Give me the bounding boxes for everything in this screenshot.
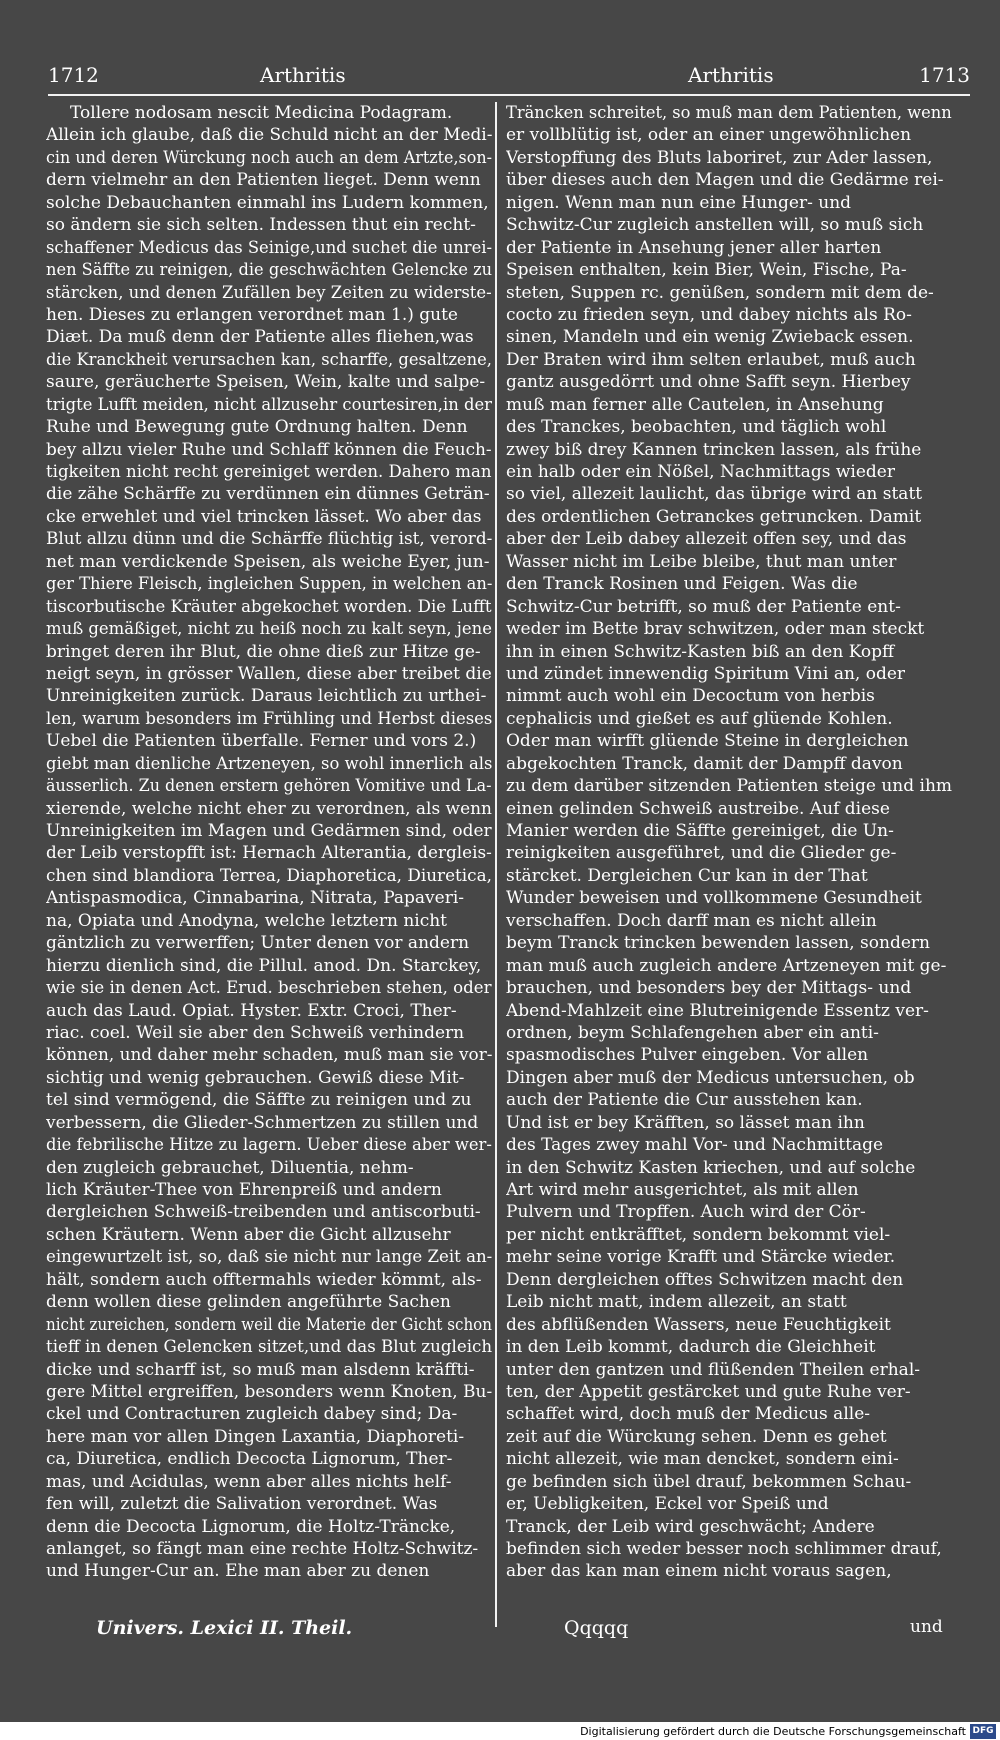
text-line-content: anlanget, so fängt man eine rechte Holtz-Schwitz- [46, 1539, 479, 1559]
text-line-content: die Kranckheit verursachen kan, scharffe, gesaltzene, [46, 349, 492, 370]
text-line [46, 1314, 492, 1336]
text-line-content: nen Säffte zu reinigen, die geschwächten Gelencke zu [46, 260, 492, 281]
text-line-content: hierzu dienlich sind, die Pillul. anod. Dn. Starckey, [46, 955, 482, 976]
text-line-content: nicht allezeit, wie man dencket, sondern eini- [506, 1449, 899, 1470]
text-line [46, 1336, 492, 1358]
text-line-content: er vollblütig ist, oder an einer ungewöhnlichen [506, 125, 912, 146]
text-line-content: Unreinigkeiten im Magen und Gedärmen sind, oder [46, 821, 492, 841]
signature-mark: Univers. Lexici II. Theil. [96, 1617, 353, 1639]
text-line-content: cin und deren Würckung noch auch an dem Artzte,son- [46, 147, 492, 168]
text-line-content: mas, und Acidulas, wenn aber alles nichts helf- [46, 1471, 452, 1492]
text-line-content: muß man ferner alle Cautelen, in Ansehung [506, 394, 884, 415]
catchword: und [910, 1617, 943, 1637]
text-line-content: zu dem darüber sitzenden Patienten steige und ihm [506, 776, 952, 797]
text-line-content: dern vielmehr an den Patienten lieget. Denn wenn [46, 170, 481, 191]
text-line [506, 1291, 952, 1313]
text-line [506, 910, 952, 932]
page-header [48, 60, 970, 94]
text-line-content: Dingen aber muß der Medicus untersuchen, ob [506, 1067, 915, 1088]
text-line [506, 730, 952, 752]
column-divider [495, 102, 497, 1627]
text-line-content: gantz ausgedörrt und ohne Safft seyn. Hierbey [506, 372, 911, 393]
text-line-content: so viel, allezeit laulicht, das übrige wird an statt [506, 484, 923, 505]
text-line [46, 192, 492, 214]
text-line [46, 663, 492, 685]
text-line-content: riac. coel. Weil sie aber den Schweiß verhindern [46, 1022, 465, 1043]
text-line [506, 1157, 952, 1179]
text-line [46, 753, 492, 775]
text-line [506, 371, 952, 393]
text-line-content: Verstopffung des Bluts laboriret, zur Ader lassen, [506, 147, 933, 168]
text-line [506, 124, 952, 146]
text-line-content: auch der Patiente die Cur ausstehen kan. [506, 1090, 863, 1111]
text-line [506, 820, 952, 842]
text-line [506, 169, 952, 191]
text-line-content: verschaffen. Doch darff man es nicht allein [506, 910, 877, 931]
text-line [46, 798, 492, 820]
text-line-content: saure, geräucherte Speisen, Wein, kalte und salpe- [46, 372, 486, 393]
text-line [46, 1224, 492, 1246]
text-line-content: denn wollen diese gelinden angeführte Sachen [46, 1292, 451, 1313]
text-line [506, 1314, 952, 1336]
text-line [506, 663, 952, 685]
text-line-content: der Leib verstopfft ist: Hernach Alterantia, dergleis- [46, 843, 492, 864]
text-line [46, 1067, 492, 1089]
text-line-content: nigen. Wenn man nun eine Hunger- und [506, 192, 852, 213]
text-line-content: eingewurtzelt ist, so, daß sie nicht nur lange Zeit an- [46, 1247, 492, 1268]
text-line [506, 461, 952, 483]
text-line-content: sinen, Mandeln und ein wenig Zwieback essen. [506, 327, 914, 348]
text-line-content: Tranck, der Leib wird geschwächt; Andere [506, 1516, 875, 1537]
text-line [46, 1089, 492, 1111]
text-line [506, 887, 952, 909]
text-line-content: cocto zu frieden seyn, und dabey nichts als Ro- [506, 304, 912, 325]
text-line [46, 1448, 492, 1470]
text-line [46, 551, 492, 573]
header-rule [48, 94, 970, 96]
text-line [506, 1493, 952, 1515]
text-line [506, 932, 952, 954]
text-line [506, 1471, 952, 1493]
text-line-content: Leib nicht matt, indem allezeit, an statt [506, 1292, 847, 1313]
text-line-content: neigt seyn, in grösser Wallen, diese aber treibet die [46, 663, 492, 684]
text-line [506, 1448, 952, 1470]
text-line-content: hält, sondern auch offtermahls wieder kömmt, als- [46, 1269, 482, 1290]
text-line-content: lich Kräuter-Thee von Ehrenpreiß und andern [46, 1180, 442, 1200]
text-line-content: Uebel die Patienten überfalle. Ferner und vors 2.) [46, 731, 477, 752]
text-line-content: nimmt auch wohl ein Decoctum von herbis [506, 686, 875, 707]
text-line-content: hen. Dieses zu erlangen verordnet man 1.) gute [46, 304, 458, 325]
text-line-content: in den Schwitz Kasten kriechen, und auf solche [506, 1157, 916, 1178]
text-line-content: der Patiente in Ansehung jener aller harten [506, 237, 882, 258]
text-line-content: mehr seine vorige Krafft und Stärcke wieder. [506, 1247, 896, 1268]
right-page-number: 1713 [919, 63, 970, 87]
text-line-content: abgekochten Tranck, damit der Dampff davon [506, 753, 903, 774]
text-line [46, 483, 492, 505]
text-line [46, 169, 492, 191]
text-line-content: die zähe Schärffe zu verdünnen ein dünnes Geträn- [46, 484, 490, 505]
text-line-content: chen sind blandiora Terrea, Diaphoretica, Diuretica, [46, 865, 492, 886]
text-line-content: des Tages zwey mahl Vor- und Nachmittage [506, 1135, 884, 1156]
text-line [46, 282, 492, 304]
text-line-content: befinden sich weder besser noch schlimmer drauf, [506, 1539, 942, 1559]
right-text-column [506, 102, 952, 1583]
text-line [506, 1179, 952, 1201]
text-line-content: zwey biß drey Kannen trincken lassen, als frühe [506, 439, 922, 460]
text-line [46, 775, 492, 797]
text-line [46, 1403, 492, 1425]
text-line [46, 1426, 492, 1448]
text-line-content: man muß auch zugleich andere Artzeneyen mit ge- [506, 955, 947, 976]
text-line-content: here man vor allen Dingen Laxantia, Diaphoreti- [46, 1426, 465, 1447]
text-line-content: Schwitz-Cur betrifft, so muß der Patiente ent- [506, 596, 901, 617]
text-line [506, 259, 952, 281]
text-line-content: aber der Leib dabey allezeit offen sey, und das [506, 529, 907, 550]
text-line [46, 865, 492, 887]
text-line [46, 1516, 492, 1538]
text-line-content: Tollere nodosam nescit Medicina Podagram. [70, 103, 453, 123]
text-line [46, 887, 492, 909]
text-line-content: ger Thiere Fleisch, ingleichen Suppen, in welchen an- [46, 574, 492, 595]
text-line-content: schaffener Medicus das Seinige,und suchet die unrei- [46, 237, 492, 258]
text-line-content: Unreinigkeiten zurück. Daraus leichtlich zu urthei- [46, 686, 487, 707]
text-line [46, 371, 492, 393]
text-line [506, 1112, 952, 1134]
text-line [506, 1336, 952, 1358]
text-line [46, 439, 492, 461]
text-line [46, 730, 492, 752]
text-line-content: spasmodisches Pulver eingeben. Vor allen [506, 1045, 869, 1066]
text-line [506, 1426, 952, 1448]
text-line-content: Manier werden die Säffte gereiniget, die Un- [506, 821, 894, 841]
page-footer [0, 1617, 1000, 1651]
text-line [506, 1067, 952, 1089]
text-line [46, 349, 492, 371]
text-line [506, 641, 952, 663]
digitization-credit: Digitalisierung gefördert durch die Deutsche Forschungsgemeinschaft [580, 1725, 966, 1738]
text-line [506, 1516, 952, 1538]
text-line [46, 1381, 492, 1403]
text-line-content: ge befinden sich übel drauf, bekommen Schau- [506, 1471, 912, 1492]
text-line [506, 147, 952, 169]
text-line-content: reinigkeiten ausgeführet, und die Glieder ge- [506, 843, 897, 864]
text-line-content: bey allzu vieler Ruhe und Schlaff können die Feuch- [46, 439, 492, 460]
text-line [46, 955, 492, 977]
text-line [506, 214, 952, 236]
text-line [46, 1201, 492, 1223]
text-line [506, 1359, 952, 1381]
text-line-content: äusserlich. Zu denen erstern gehören Vomitive und La- [46, 776, 492, 797]
text-line-content: zeit auf die Würckung sehen. Denn es gehet [506, 1426, 887, 1447]
text-line [506, 326, 952, 348]
text-line-content: ten, der Appetit gestärcket und gute Ruhe ver- [506, 1381, 911, 1402]
text-line [46, 1538, 492, 1560]
text-line [46, 1269, 492, 1291]
text-line-content: denn die Decocta Lignorum, die Holtz-Träncke, [46, 1516, 456, 1537]
text-line-content: ihn in einen Schwitz-Kasten biß an den Kopff [506, 641, 895, 662]
text-line-content: per nicht entkräfftet, sondern bekommt viel- [506, 1224, 891, 1245]
text-line [506, 1224, 952, 1246]
left-page-number: 1712 [48, 63, 99, 87]
text-line-content: trigte Lufft meiden, nicht allzusehr courtesiren,in der [46, 394, 492, 415]
text-line-content: auch das Laud. Opiat. Hyster. Extr. Croci, Ther- [46, 1000, 457, 1021]
text-line [506, 775, 952, 797]
text-line-content: weder im Bette brav schwitzen, oder man steckt [506, 619, 925, 640]
text-line [506, 528, 952, 550]
text-line [506, 1381, 952, 1403]
text-line-content: fen will, zuletzt die Salivation verordnet. Was [46, 1494, 438, 1515]
text-line-content: muß gemäßiget, nicht zu heiß noch zu kalt seyn, jene [46, 619, 492, 640]
text-line-content: Antispasmodica, Cinnabarina, Nitrata, Papaveri- [46, 888, 465, 909]
text-line [506, 394, 952, 416]
text-line [46, 1246, 492, 1268]
text-line [506, 1246, 952, 1268]
text-line-content: Wasser nicht im Leibe bleibe, thut man unter [506, 551, 897, 572]
text-line-content: steten, Suppen rc. genüßen, sondern mit dem de- [506, 282, 934, 303]
text-line-content: er, Uebligkeiten, Eckel vor Speiß und [506, 1494, 829, 1515]
text-line-content: gere Mittel ergreiffen, besonders wenn Knoten, Bu- [46, 1381, 492, 1402]
text-line-content: giebt man dienliche Artzeneyen, so wohl innerlich als [46, 753, 492, 774]
text-line [506, 708, 952, 730]
text-line-content: cephalicis und gießet es auf glüende Kohlen. [506, 708, 893, 729]
text-line [506, 1403, 952, 1425]
text-line [506, 798, 952, 820]
left-running-title: Arthritis [260, 63, 346, 87]
text-line-content: des abflüßenden Wassers, neue Feuchtigkeit [506, 1314, 891, 1335]
text-line [506, 955, 952, 977]
text-line [46, 237, 492, 259]
text-line-content: wie sie in denen Act. Erud. beschrieben stehen, oder [46, 978, 492, 999]
text-line [46, 461, 492, 483]
text-line-content: Diæt. Da muß denn der Patiente alles fliehen,was [46, 327, 474, 348]
text-line [506, 237, 952, 259]
text-line [506, 1089, 952, 1111]
text-line [46, 820, 492, 842]
text-line [506, 349, 952, 371]
text-line-content: den Tranck Rosinen und Feigen. Was die [506, 574, 858, 595]
text-line [506, 865, 952, 887]
text-line-content: Wunder beweisen und vollkommene Gesundheit [506, 888, 922, 909]
text-line [46, 1291, 492, 1313]
right-running-title: Arthritis [688, 63, 774, 87]
text-line [506, 753, 952, 775]
text-line [46, 618, 492, 640]
dfg-logo-icon: DFG [970, 1724, 996, 1739]
text-line-content: und Hunger-Cur an. Ehe man aber zu denen [46, 1561, 430, 1582]
text-line-content: und zündet innewendig Spiritum Vini an, oder [506, 663, 906, 684]
text-line-content: stärcket. Dergleichen Cur kan in der That [506, 865, 868, 886]
text-line-content: dergleichen Schweiß-treibenden und antiscorbuti- [46, 1202, 481, 1223]
text-line [46, 326, 492, 348]
text-line [46, 910, 492, 932]
text-line-content: tieff in denen Gelencken sitzet,und das Blut zugleich [46, 1337, 492, 1358]
text-line [46, 842, 492, 864]
text-line-content: nicht zureichen, sondern weil die Materie der Gicht schon [46, 1314, 492, 1335]
text-line-content: len, warum besonders im Frühling und Herbst dieses [46, 708, 492, 729]
text-line-content: des ordentlichen Getranckes getruncken. Damit [506, 506, 922, 527]
text-line-content: net man verdickende Speisen, als weiche Eyer, jun- [46, 551, 490, 572]
text-line-content: Art wird mehr ausgerichtet, als mit allen [506, 1180, 859, 1200]
text-line [46, 1157, 492, 1179]
left-text-column [46, 102, 492, 1583]
text-line [506, 1269, 952, 1291]
text-line [506, 1000, 952, 1022]
text-line [46, 573, 492, 595]
text-line-content: die febrilische Hitze zu lagern. Ueber diese aber wer- [46, 1135, 492, 1156]
text-line-content: Der Braten wird ihm selten erlaubet, muß auch [506, 349, 916, 370]
text-line-content: tiscorbutische Kräuter abgekochet worden. Die Lufft [46, 596, 492, 617]
text-line [506, 102, 952, 124]
text-line [506, 551, 952, 573]
text-line [46, 1179, 492, 1201]
text-line [46, 304, 492, 326]
text-line-content: den zugleich gebrauchet, Diluentia, nehm- [46, 1157, 414, 1178]
text-line [506, 573, 952, 595]
text-line-content: sichtig und wenig gebrauchen. Gewiß diese Mit- [46, 1067, 465, 1088]
text-line-content: Oder man wirfft glüende Steine in dergleichen [506, 731, 909, 752]
text-line-content: in den Leib kommt, dadurch die Gleichheit [506, 1337, 876, 1358]
text-line-content: des Tranckes, beobachten, und täglich wohl [506, 417, 887, 438]
text-line-content: Abend-Mahlzeit eine Blutreinigende Essentz ver- [506, 1000, 929, 1021]
text-line-content: brauchen, und besonders bey der Mittags- und [506, 978, 912, 999]
text-line-content: unter den gantzen und flüßenden Theilen erhal- [506, 1359, 921, 1380]
text-line-content: beym Tranck trincken bewenden lassen, sondern [506, 933, 930, 954]
text-line [506, 1044, 952, 1066]
text-line [46, 124, 492, 146]
text-line [46, 1471, 492, 1493]
text-line [46, 1134, 492, 1156]
text-line [46, 506, 492, 528]
text-line [506, 439, 952, 461]
text-line [46, 394, 492, 416]
text-line [506, 192, 952, 214]
text-line-content: ordnen, beym Schlafengehen aber ein anti- [506, 1022, 879, 1043]
text-line-content: Allein ich glaube, daß die Schuld nicht an der Medi- [46, 125, 492, 146]
text-line [46, 1022, 492, 1044]
text-line [46, 214, 492, 236]
text-line [506, 1560, 952, 1582]
text-line-content: Ruhe und Bewegung gute Ordnung halten. Denn [46, 417, 468, 438]
text-line-content: bringet deren ihr Blut, die ohne dieß zur Hitze ge- [46, 641, 481, 662]
text-line [46, 102, 492, 124]
text-line [46, 685, 492, 707]
text-line [506, 842, 952, 864]
text-line-content: verbessern, die Glieder-Schmertzen zu stillen und [46, 1112, 479, 1133]
text-line [46, 1560, 492, 1582]
text-line-content: aber das kan man einem nicht voraus sagen, [506, 1561, 892, 1582]
text-line [46, 1000, 492, 1022]
text-line-content: na, Opiata und Anodyna, welche letztern nicht [46, 910, 448, 931]
text-line [46, 932, 492, 954]
text-line-content: solche Debauchanten einmahl ins Ludern kommen, [46, 192, 489, 213]
text-line-content: cke erwehlet und viel trincken lässet. Wo aber das [46, 506, 482, 527]
text-line [506, 483, 952, 505]
text-line-content: einen gelinden Schweiß austreibe. Auf diese [506, 798, 890, 819]
text-line [46, 1112, 492, 1134]
text-line [506, 282, 952, 304]
text-line [46, 1359, 492, 1381]
text-line-content: dicke und scharff ist, so muß man alsdenn kräffti- [46, 1359, 475, 1380]
text-line-content: so ändern sie sich selten. Indessen thut ein recht- [46, 215, 476, 236]
text-line-content: Speisen enthalten, kein Bier, Wein, Fische, Pa- [506, 260, 907, 281]
text-line-content: über dieses auch den Magen und die Gedärme rei- [506, 170, 944, 191]
text-line [46, 1493, 492, 1515]
text-line-content: ca, Diuretica, endlich Decocta Lignorum, Ther- [46, 1449, 453, 1470]
text-line [46, 596, 492, 618]
text-line-content: ein halb oder ein Nößel, Nachmittags wieder [506, 462, 895, 482]
text-line-content: Pulvern und Tropffen. Auch wird der Cör- [506, 1202, 866, 1223]
text-line [506, 685, 952, 707]
text-line [46, 259, 492, 281]
text-line-content: xierende, welche nicht eher zu verordnen, als wenn [46, 798, 492, 819]
text-line [506, 977, 952, 999]
text-line [46, 528, 492, 550]
text-line-content: Schwitz-Cur zugleich anstellen will, so muß sich [506, 215, 924, 236]
text-line [506, 416, 952, 438]
text-line-content: ckel und Contracturen zugleich dabey sind; Da- [46, 1404, 458, 1425]
text-line-content: tel sind vermögend, die Säffte zu reinigen und zu [46, 1090, 472, 1111]
text-line-content: schen Kräutern. Wenn aber die Gicht allzusehr [46, 1224, 451, 1245]
text-line [46, 1044, 492, 1066]
text-line-content: Träncken schreitet, so muß man dem Patienten, wenn [506, 103, 952, 123]
text-line [46, 641, 492, 663]
text-line-content: Blut allzu dünn und die Schärffe flüchtig ist, verord- [46, 529, 492, 550]
text-line [506, 1538, 952, 1560]
text-line [46, 977, 492, 999]
text-line [506, 1022, 952, 1044]
text-line [506, 1201, 952, 1223]
text-line-content: gäntzlich zu verwerffen; Unter denen vor andern [46, 933, 470, 954]
text-line-content: Und ist er bey Kräfften, so lässet man ihn [506, 1112, 865, 1133]
text-line-content: schaffet wird, doch muß der Medicus alle- [506, 1404, 870, 1425]
signature-letters: Qqqqq [564, 1617, 629, 1639]
text-line-content: Denn dergleichen offtes Schwitzen macht den [506, 1269, 904, 1290]
text-line [46, 708, 492, 730]
text-line [506, 304, 952, 326]
text-line [46, 416, 492, 438]
text-line [506, 596, 952, 618]
text-line [506, 618, 952, 640]
text-line [506, 506, 952, 528]
text-line [506, 1134, 952, 1156]
text-line-content: tigkeiten nicht recht gereiniget werden. Dahero man [46, 462, 492, 482]
text-line-content: stärcken, und denen Zufällen bey Zeiten zu widerste- [46, 282, 492, 303]
text-line [46, 147, 492, 169]
text-line-content: können, und daher mehr schaden, muß man sie vor- [46, 1045, 492, 1066]
